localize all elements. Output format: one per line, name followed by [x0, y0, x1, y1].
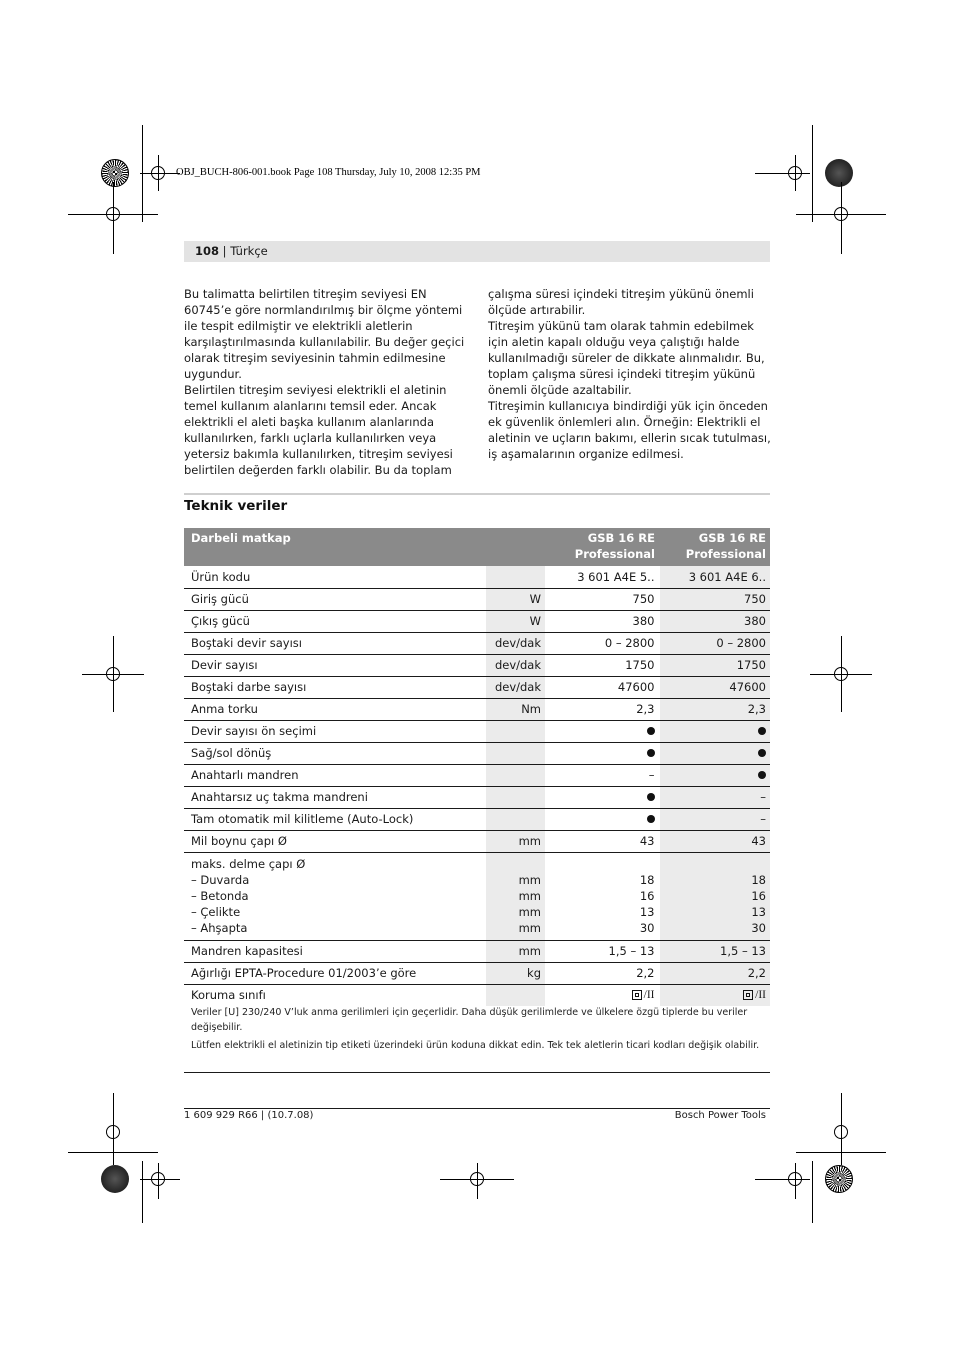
table-header-model: GSB 16 RE Professional — [659, 528, 770, 566]
feature-available-icon — [647, 727, 655, 735]
row-unit — [485, 566, 545, 588]
paragraph: Titreşim yükünü tam olarak tahmin edebilmek için aletin kapalı olduğu veya çalıştığı halde kullanılmadığı süreler de dikkate alınmalıdır. Bu, toplam çalışma süresi içindeki titreşim yükünü önemli ölçüde azaltabilir. — [488, 319, 765, 397]
row-value: 1,5 – 13 — [659, 940, 770, 962]
footer-divider — [184, 1108, 770, 1109]
row-value: 18 16 13 30 — [659, 852, 770, 940]
table-row — [184, 566, 770, 588]
row-value: 47600 — [659, 676, 770, 698]
row-unit — [485, 742, 545, 764]
row-unit — [485, 984, 545, 1006]
section-divider — [184, 493, 770, 495]
row-value — [659, 720, 770, 742]
double-insulation-icon — [743, 990, 753, 1000]
row-value: 750 — [659, 588, 770, 610]
row-value: 2,2 — [545, 962, 659, 984]
table-row-drill-diameter — [184, 852, 770, 940]
row-value: /II — [659, 984, 770, 1006]
row-unit: kg — [485, 962, 545, 984]
table-notes — [191, 1005, 766, 1056]
row-unit: mm — [485, 830, 545, 852]
row-unit: W — [485, 588, 545, 610]
registration-disk-icon — [825, 1165, 853, 1193]
row-label: Mil boynu çapı Ø — [184, 830, 485, 852]
row-value — [659, 742, 770, 764]
technical-data-table — [184, 528, 770, 1006]
footer-doc-number: 1 609 929 R66 | (10.7.08) — [184, 1110, 314, 1121]
table-row — [184, 698, 770, 720]
section-title: Teknik veriler — [184, 498, 288, 514]
paragraph: Titreşimin kullanıcıya bindirdiği yük için önceden ek güvenlik önlemleri alın. Örneğin: Elektrikli el aletinin ve uçların bakımı, ellerin sıcak tutulması, iş aşamalarının organize edilmesi. — [488, 399, 771, 461]
table-row — [184, 720, 770, 742]
row-value: 380 — [659, 610, 770, 632]
crop-mark — [812, 125, 813, 222]
feature-available-icon — [758, 727, 766, 735]
note: Lütfen elektrikli el aletinizin tip etiketi üzerindeki ürün koduna dikkat edin. Tek tek aletlerin ticari kodları değişik olabilir. — [191, 1040, 760, 1051]
row-label: Ürün kodu — [184, 566, 485, 588]
row-unit: mm mm mm mm — [485, 852, 545, 940]
row-value: 3 601 A4E 6.. — [659, 566, 770, 588]
crosshair-icon — [470, 1172, 484, 1186]
row-label: Boştaki darbe sayısı — [184, 676, 485, 698]
row-unit — [485, 764, 545, 786]
left-column — [184, 286, 468, 478]
row-value: 18 16 13 30 — [545, 852, 659, 940]
table-row — [184, 676, 770, 698]
table-row — [184, 654, 770, 676]
crosshair-icon — [106, 1125, 120, 1139]
table-header-model: GSB 16 RE Professional — [545, 528, 659, 566]
crop-mark — [158, 1163, 159, 1199]
row-value: 1750 — [545, 654, 659, 676]
row-value: 2,2 — [659, 962, 770, 984]
row-value: 2,3 — [659, 698, 770, 720]
row-value: – — [659, 808, 770, 830]
row-value: – — [545, 764, 659, 786]
row-label: Mandren kapasitesi — [184, 940, 485, 962]
row-label: Anahtarlı mandren — [184, 764, 485, 786]
table-row — [184, 786, 770, 808]
table-row — [184, 632, 770, 654]
row-value: 380 — [545, 610, 659, 632]
table-header-label: Darbeli matkap — [184, 528, 485, 566]
crop-mark — [142, 1161, 143, 1223]
paragraph: Bu talimatta belirtilen titreşim seviyesi EN 60745’e göre normlandırılmış bir ölçme yöntemi ile tespit edilmiştir ve elektrikli aletlerin karşılaştırılmasında kullanılabilir. Bu değer geçici olarak titreşim seviyesinin tahmin edilmesine uygundur. — [184, 287, 465, 381]
feature-available-icon — [647, 749, 655, 757]
feature-available-icon — [758, 771, 766, 779]
row-unit — [485, 786, 545, 808]
crosshair-icon — [106, 667, 120, 681]
footer-brand: Bosch Power Tools — [674, 1110, 766, 1121]
row-value: 43 — [545, 830, 659, 852]
row-value — [545, 786, 659, 808]
table-row-protection-class — [184, 984, 770, 1006]
print-slug: OBJ_BUCH-806-001.book Page 108 Thursday, July 10, 2008 12:35 PM — [176, 167, 481, 178]
table-header-row — [184, 528, 770, 566]
registration-disk-icon — [825, 159, 853, 187]
row-label: Giriş gücü — [184, 588, 485, 610]
row-unit — [485, 808, 545, 830]
row-label: Çıkış gücü — [184, 610, 485, 632]
row-value: – — [659, 786, 770, 808]
row-value — [545, 720, 659, 742]
row-unit: W — [485, 610, 545, 632]
row-label: Boştaki devir sayısı — [184, 632, 485, 654]
right-column — [488, 286, 772, 462]
feature-available-icon — [647, 815, 655, 823]
row-unit: mm — [485, 940, 545, 962]
registration-disk-icon — [101, 1165, 129, 1193]
row-label: Anma torku — [184, 698, 485, 720]
crop-mark — [841, 182, 842, 254]
notes-divider — [184, 1072, 770, 1073]
row-value: 1,5 – 13 — [545, 940, 659, 962]
row-unit: dev/dak — [485, 632, 545, 654]
crop-mark — [113, 182, 114, 254]
table-row — [184, 940, 770, 962]
note: Veriler [U] 230/240 V’luk anma gerilimleri için geçerlidir. Daha düşük gerilimlerde ve ülkelere özgü tiplerde bu veriler değişebilir. — [191, 1007, 748, 1033]
crop-mark — [158, 155, 159, 191]
table-row — [184, 588, 770, 610]
row-label: maks. delme çapı Ø – Duvarda – Betonda – Çelikte – Ahşapta — [184, 852, 485, 940]
page-header — [184, 241, 770, 262]
row-unit — [485, 720, 545, 742]
header-language: Türkçe — [230, 244, 268, 258]
row-value: 0 – 2800 — [545, 632, 659, 654]
paragraph: çalışma süresi içindeki titreşim yükünü önemli ölçüde artırabilir. — [488, 287, 754, 317]
row-value: 43 — [659, 830, 770, 852]
row-value: 1750 — [659, 654, 770, 676]
row-unit: Nm — [485, 698, 545, 720]
row-value — [545, 742, 659, 764]
page-number: 108 — [195, 244, 220, 258]
row-value: 0 – 2800 — [659, 632, 770, 654]
table-header-unit — [485, 528, 545, 566]
feature-available-icon — [647, 793, 655, 801]
feature-available-icon — [758, 749, 766, 757]
row-label: Tam otomatik mil kilitleme (Auto-Lock) — [184, 808, 485, 830]
row-value: 47600 — [545, 676, 659, 698]
row-value: 3 601 A4E 5.. — [545, 566, 659, 588]
crosshair-icon — [834, 1125, 848, 1139]
row-label: Sağ/sol dönüş — [184, 742, 485, 764]
row-unit: dev/dak — [485, 654, 545, 676]
row-label: Ağırlığı EPTA-Procedure 01/2003’e göre — [184, 962, 485, 984]
table-row — [184, 962, 770, 984]
row-label: Devir sayısı — [184, 654, 485, 676]
header-separator: | — [222, 244, 227, 258]
registration-disk-icon — [101, 159, 129, 187]
row-value — [659, 764, 770, 786]
double-insulation-icon — [632, 990, 642, 1000]
table-row — [184, 742, 770, 764]
row-value — [545, 808, 659, 830]
row-value: /II — [545, 984, 659, 1006]
row-value: 750 — [545, 588, 659, 610]
crop-mark — [795, 155, 796, 191]
table-row — [184, 830, 770, 852]
crop-mark — [795, 1163, 796, 1199]
row-unit: dev/dak — [485, 676, 545, 698]
table-row — [184, 808, 770, 830]
row-value: 2,3 — [545, 698, 659, 720]
table-row — [184, 610, 770, 632]
row-label: Anahtarsız uç takma mandreni — [184, 786, 485, 808]
row-label: Devir sayısı ön seçimi — [184, 720, 485, 742]
row-label: Koruma sınıfı — [191, 988, 266, 1003]
crosshair-icon — [834, 667, 848, 681]
crop-mark — [812, 1161, 813, 1223]
table-row — [184, 764, 770, 786]
paragraph: Belirtilen titreşim seviyesi elektrikli el aletinin temel kullanım alanlarını temsil eder. Ancak elektrikli el aleti başka kullanım alanlarında kullanılırken, farklı uçlarla kullanılırken veya yetersiz bakımla kullanılırken, titreşim seviyesi belirtilen değerden farklı olabilir. Bu da toplam — [184, 383, 453, 477]
